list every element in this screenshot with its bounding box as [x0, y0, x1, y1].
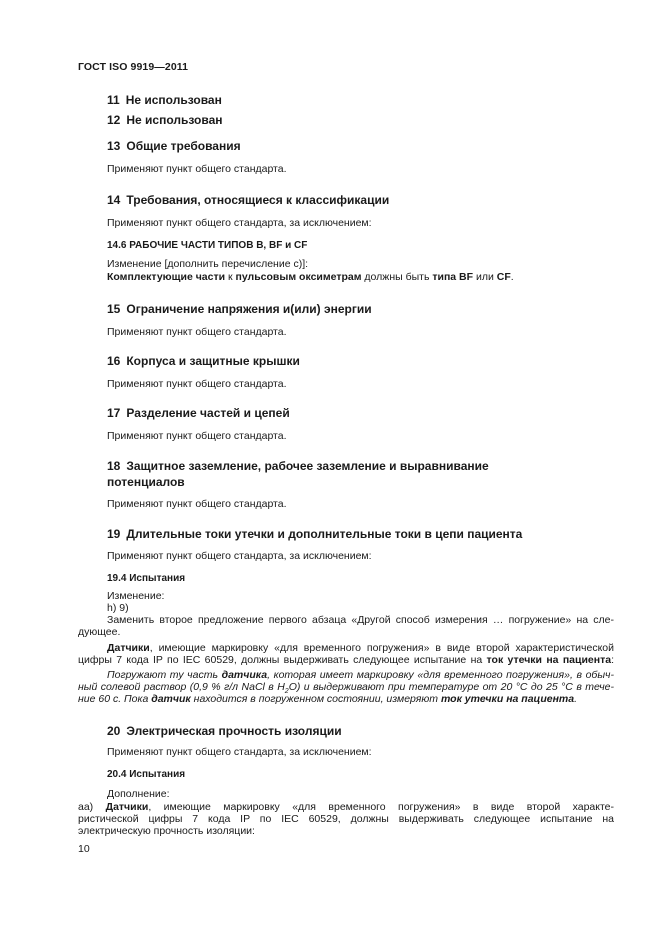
section-15-heading	[107, 302, 372, 316]
term: ток утечки на пациента	[440, 693, 575, 705]
text: ние 60 с. Пока	[78, 693, 152, 705]
subscript: 2	[284, 688, 289, 696]
section-12-heading	[107, 113, 223, 127]
section-18-body: Применяют пункт общего стандарта.	[107, 498, 287, 510]
text: , которая имеет маркировку «для временного погружения», в обыч-	[267, 669, 614, 681]
text: ный солевой раствор (0,9 % г/л NaCl в H	[78, 681, 285, 693]
text: , имеющие маркировку «для временного погружения» в виде второй характе-	[148, 801, 614, 813]
section-number: 19	[107, 527, 121, 541]
term: Комплектующие части	[107, 271, 226, 283]
text: или	[473, 271, 497, 283]
section-number: 17	[107, 406, 121, 420]
text: аа)	[78, 801, 106, 813]
page-number: 10	[78, 843, 90, 855]
term: датчика	[221, 669, 268, 681]
section-20-line: Дополнение:	[107, 788, 170, 800]
term: пульсовым оксиметрам	[235, 271, 362, 283]
text: к	[225, 271, 236, 283]
section-19-line	[107, 643, 614, 655]
section-title: Не использован	[125, 93, 222, 107]
section-13-body: Применяют пункт общего стандарта.	[107, 163, 287, 175]
section-19-line	[107, 670, 614, 682]
section-number: 13	[107, 139, 121, 153]
document-header: ГОСТ ISO 9919—2011	[78, 61, 189, 73]
section-18-heading	[107, 459, 489, 473]
text: .	[510, 271, 514, 283]
section-19-line: h) 9)	[107, 602, 129, 614]
section-title: Не использован	[126, 113, 223, 127]
text: должны быть	[361, 271, 433, 283]
text: :	[611, 654, 614, 666]
section-14-body: Применяют пункт общего стандарта, за исключением:	[107, 217, 372, 229]
section-14-paragraph	[107, 271, 514, 283]
section-title: Длительные токи утечки и дополнительные токи в цепи пациента	[126, 527, 523, 541]
section-number: 18	[107, 459, 121, 473]
section-16-heading	[107, 354, 300, 368]
term: типа BF	[432, 271, 474, 283]
text: Погружают ту часть	[107, 669, 222, 681]
section-19-line: Изменение:	[107, 590, 165, 602]
term: датчик	[151, 693, 191, 705]
section-title: Общие требования	[126, 139, 241, 153]
section-number: 20	[107, 724, 121, 738]
section-14-paragraph: Изменение [дополнить перечисление с)]:	[107, 258, 309, 270]
section-16-body: Применяют пункт общего стандарта.	[107, 378, 287, 390]
section-18-heading-continuation: потенциалов	[107, 475, 185, 489]
section-14-heading	[107, 193, 389, 207]
section-15-body: Применяют пункт общего стандарта.	[107, 326, 287, 338]
subsection-20-4-heading: 20.4 Испытания	[107, 769, 186, 780]
section-title: Разделение частей и цепей	[126, 406, 290, 420]
section-title: Корпуса и защитные крышки	[126, 354, 300, 368]
section-title: Защитное заземление, рабочее заземление и выравнивание	[126, 459, 489, 473]
section-number: 16	[107, 354, 121, 368]
section-number: 14	[107, 193, 121, 207]
section-17-heading	[107, 406, 290, 420]
section-20-line	[78, 802, 614, 814]
section-11-heading	[107, 93, 222, 107]
section-19-line	[78, 655, 614, 667]
section-20-line: ристической цифры 7 кода IP по IEC 60529, должны выдерживать следующее испытание на	[78, 813, 614, 825]
subsection-19-4-heading: 19.4 Испытания	[107, 573, 186, 584]
section-20-heading	[107, 724, 342, 738]
section-17-body: Применяют пункт общего стандарта.	[107, 430, 287, 442]
section-number: 11	[107, 93, 120, 107]
text: O) и выдерживают при температуре от 20 °С до 25 °С в тече-	[288, 681, 614, 693]
term: Датчики	[107, 642, 150, 654]
text: , имеющие маркировку «для временного погружения» в виде второй характеристической	[149, 642, 614, 654]
text: находится в погруженном состоянии, измеряют	[190, 693, 441, 705]
section-number: 12	[107, 113, 121, 127]
term: ток утечки на пациента	[486, 654, 612, 666]
section-title: Требования, относящиеся к классификации	[126, 193, 390, 207]
section-19-heading	[107, 527, 522, 541]
text: цифры 7 кода IP по IEC 60529, должны выдерживать следующее испытание на	[78, 654, 487, 666]
text: .	[574, 693, 578, 705]
section-20-body: Применяют пункт общего стандарта, за исключением:	[107, 746, 372, 758]
section-19-line: Заменить второе предложение первого абзаца «Другой способ измерения … погружение» на сле-	[107, 614, 614, 626]
term: CF	[496, 271, 511, 283]
subsection-14-6-heading: 14.6 РАБОЧИЕ ЧАСТИ ТИПОВ В, BF и CF	[107, 240, 308, 251]
section-19-body: Применяют пункт общего стандарта, за исключением:	[107, 550, 372, 562]
section-number: 15	[107, 302, 121, 316]
section-13-heading	[107, 139, 241, 153]
section-title: Ограничение напряжения и(или) энергии	[126, 302, 372, 316]
section-19-line: дующее.	[78, 626, 121, 638]
section-19-line	[78, 694, 614, 706]
term: Датчики	[105, 801, 149, 813]
section-20-line: электрическую прочность изоляции:	[78, 825, 255, 837]
section-title: Электрическая прочность изоляции	[126, 724, 342, 738]
